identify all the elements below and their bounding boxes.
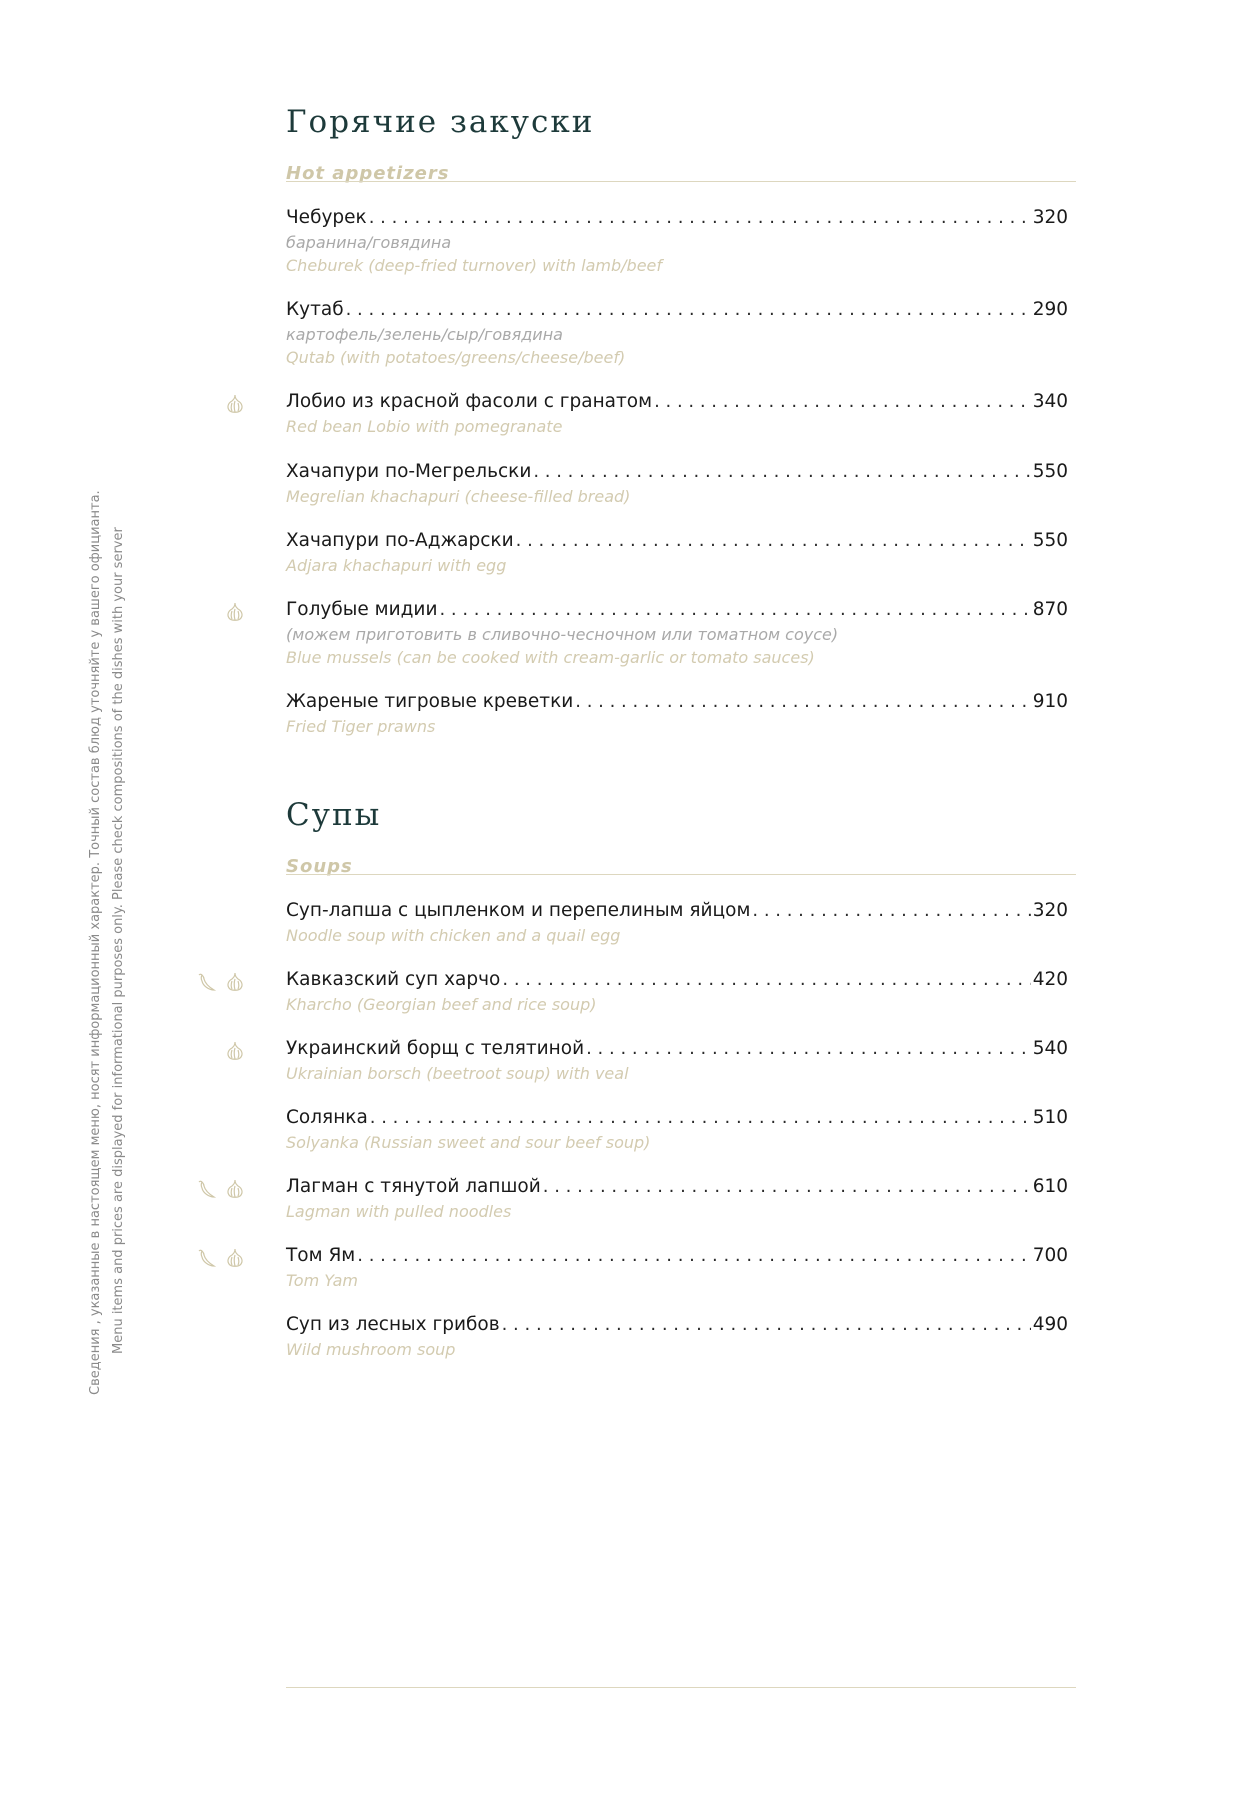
menu-item-description-en: Ukrainian borsch (beetroot soup) with veal — [286, 1064, 629, 1083]
menu-item-description-en: Noodle soup with chicken and a quail egg — [286, 926, 621, 945]
footer-divider — [286, 1687, 1076, 1688]
chili-icon — [197, 1178, 217, 1200]
menu-item-line — [286, 530, 1068, 554]
menu-item — [286, 691, 1068, 738]
dot-leader — [575, 691, 1030, 712]
menu-item-price: 550 — [1032, 461, 1068, 482]
garlic-icon — [225, 1247, 245, 1269]
menu-item-description-en: Wild mushroom soup — [286, 1340, 456, 1359]
side-note-ru: Сведения , указанные в настоящем меню, носят информационный характер. Точный состав блюд уточняйте у вашего официанта. — [88, 490, 103, 1395]
menu-item-description-ru: баранина/говядина — [286, 233, 452, 252]
menu-item-description-en: Tom Yam — [286, 1271, 358, 1290]
menu-item — [286, 1314, 1068, 1361]
dot-leader — [543, 1176, 1031, 1197]
menu-item-name: Голубые мидии — [286, 599, 438, 620]
menu-item-description-en: Qutab (with potatoes/greens/cheese/beef) — [286, 348, 626, 367]
menu-item-price: 420 — [1032, 969, 1068, 990]
menu-item-description-ru: (можем приготовить в сливочно-чесночном или томатном соусе) — [286, 625, 839, 644]
menu-item-price: 550 — [1032, 530, 1068, 551]
menu-item-name: Суп-лапша с цыпленком и перепелиным яйцом — [286, 900, 751, 921]
menu-item-name: Кавказский суп харчо — [286, 969, 501, 990]
menu-item-name: Кутаб — [286, 299, 344, 320]
menu-item-price: 610 — [1032, 1176, 1068, 1197]
section-subtitle-soups: Soups — [286, 856, 353, 877]
dot-leader — [357, 1245, 1030, 1266]
menu-item-name: Чебурек — [286, 207, 367, 228]
section-divider — [286, 181, 1076, 182]
dot-leader — [586, 1038, 1031, 1059]
section-subtitle-hot-appetizers: Hot appetizers — [286, 163, 450, 184]
menu-item-line — [286, 969, 1068, 993]
menu-item-description-en: Red bean Lobio with pomegranate — [286, 417, 563, 436]
menu-item — [286, 1176, 1068, 1223]
dot-leader — [752, 900, 1030, 921]
menu-item — [286, 599, 1068, 669]
garlic-icon — [225, 1040, 245, 1062]
menu-item-line — [286, 461, 1068, 485]
menu-item-line — [286, 1038, 1068, 1062]
menu-item — [286, 1107, 1068, 1154]
menu-item — [286, 391, 1068, 438]
garlic-icon — [225, 971, 245, 993]
menu-item-description-en: Blue mussels (can be cooked with cream-garlic or tomato sauces) — [286, 648, 815, 667]
dot-leader — [370, 1107, 1031, 1128]
dot-leader — [502, 969, 1030, 990]
menu-item — [286, 461, 1068, 508]
side-note-en: Menu items and prices are displayed for informational purposes only. Please check compositions of the dishes with your server — [111, 527, 126, 1354]
menu-item-line — [286, 1314, 1068, 1338]
dot-leader — [654, 391, 1031, 412]
menu-item-name: Том Ям — [286, 1245, 356, 1266]
menu-item-price: 320 — [1032, 207, 1068, 228]
dot-leader — [516, 530, 1031, 551]
menu-item-price: 510 — [1032, 1107, 1068, 1128]
menu-item — [286, 1245, 1068, 1292]
chili-icon — [197, 971, 217, 993]
dot-leader — [502, 1314, 1031, 1335]
menu-item — [286, 900, 1068, 947]
menu-item-price: 490 — [1032, 1314, 1068, 1335]
menu-item — [286, 207, 1068, 277]
menu-item-name: Украинский борщ с телятиной — [286, 1038, 585, 1059]
menu-item-line — [286, 391, 1068, 415]
menu-item — [286, 530, 1068, 577]
menu-item-name: Лагман с тянутой лапшой — [286, 1176, 541, 1197]
dot-leader — [346, 299, 1031, 320]
menu-item-price: 540 — [1032, 1038, 1068, 1059]
menu-item-description-en: Kharcho (Georgian beef and rice soup) — [286, 995, 597, 1014]
menu-item-line — [286, 299, 1068, 323]
garlic-icon — [225, 601, 245, 623]
menu-item-price: 290 — [1032, 299, 1068, 320]
menu-item-price: 870 — [1032, 599, 1068, 620]
menu-item-line — [286, 1107, 1068, 1131]
section-divider — [286, 874, 1076, 875]
section-title-soups: Супы — [286, 797, 382, 833]
garlic-icon — [225, 393, 245, 415]
menu-item-line — [286, 691, 1068, 715]
menu-item-price: 320 — [1032, 900, 1068, 921]
menu-item — [286, 1038, 1068, 1085]
menu-item — [286, 299, 1068, 369]
garlic-icon — [225, 1178, 245, 1200]
dot-leader — [533, 461, 1030, 482]
menu-item-description-ru: картофель/зелень/сыр/говядина — [286, 325, 563, 344]
menu-item-price: 910 — [1032, 691, 1068, 712]
menu-item-description-en: Fried Tiger prawns — [286, 717, 436, 736]
menu-item-line — [286, 599, 1068, 623]
menu-item-name: Жареные тигровые креветки — [286, 691, 574, 712]
menu-item-line — [286, 207, 1068, 231]
section-title-hot-appetizers: Горячие закуски — [286, 104, 595, 140]
menu-item-description-en: Adjara khachapuri with egg — [286, 556, 507, 575]
menu-item-price: 700 — [1032, 1245, 1068, 1266]
dot-leader — [369, 207, 1031, 228]
menu-item-line — [286, 900, 1068, 924]
dot-leader — [439, 599, 1030, 620]
menu-item-line — [286, 1245, 1068, 1269]
menu-item-name: Суп из лесных грибов — [286, 1314, 500, 1335]
chili-icon — [197, 1247, 217, 1269]
menu-item-name: Хачапури по-Аджарски — [286, 530, 514, 551]
menu-item-description-en: Lagman with pulled noodles — [286, 1202, 512, 1221]
menu-item-name: Хачапури по-Мегрельски — [286, 461, 532, 482]
menu-item-name: Лобио из красной фасоли с гранатом — [286, 391, 653, 412]
menu-item-line — [286, 1176, 1068, 1200]
menu-item-description-en: Cheburek (deep-fried turnover) with lamb/beef — [286, 256, 663, 275]
menu-item — [286, 969, 1068, 1016]
menu-item-price: 340 — [1032, 391, 1068, 412]
menu-item-description-en: Megrelian khachapuri (cheese-filled bread) — [286, 487, 631, 506]
menu-item-name: Солянка — [286, 1107, 368, 1128]
menu-item-description-en: Solyanka (Russian sweet and sour beef soup) — [286, 1133, 651, 1152]
